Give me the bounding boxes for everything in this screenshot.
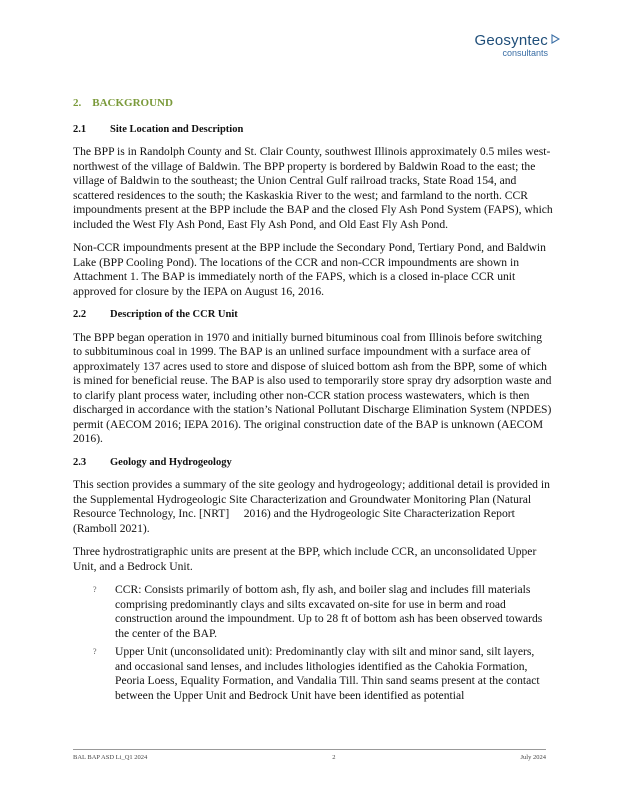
page-number: 2 <box>332 754 336 761</box>
company-name: Geosyntec <box>474 32 548 49</box>
page-footer <box>73 749 546 761</box>
company-tagline: consultants <box>502 48 548 58</box>
subsection-title: Description of the CCR Unit <box>110 309 238 320</box>
subsection-title: Geology and Hydrogeology <box>110 456 232 468</box>
subsection-heading <box>73 456 553 471</box>
section-heading: 2. BACKGROUND <box>73 97 173 109</box>
subsection-number: 2.1 <box>73 123 87 135</box>
footer-document-id: BAL BAP ASD Li_Q1 2024 <box>73 754 148 761</box>
paragraph: The BPP began operation in 1970 and initially burned bituminous coal from Illinois before switching to subbituminous coal in 1999. The BAP is an unlined surface impoundment with a surface area of approximately 137 acres used to store and dispose of sluiced bottom ash from the BPP, some of which is mined for beneficial reuse. The BAP is also used to temporarily store spray dry adsorption waste and to clarify plant process water, including other non-CCR station process wastewaters, which is then discharged in accordance with the station’s National Pollutant Discharge Elimination System (NPDES) permit (AECOM 2016; IEPA 2016). The original construction date of the BAP is unknown (AECOM 2016). <box>73 330 552 445</box>
company-logo <box>474 32 548 58</box>
list-item <box>93 645 553 703</box>
list-item <box>93 583 553 641</box>
subsection-title: Site Location and Description <box>110 123 244 135</box>
paragraph: Non-CCR impoundments present at the BPP include the Secondary Pond, Tertiary Pond, and Baldwin Lake (BPP Cooling Pond). The locations of the CCR and non-CCR impoundments are shown in Attachment 1. The BAP is immediately north of the FAPS, which is a closed in-place CCR unit approved for closure by the IEPA on August 16, 2016. <box>73 241 546 298</box>
bullet-text: CCR: Consists primarily of bottom ash, fly ash, and boiler slag and includes fill materials comprising predominantly clays and silts excavated on-site for use in berm and road construction around the impoundment. Up to 28 ft of bottom ash has been observed towards the center of the BAP. <box>115 583 543 640</box>
subsection-heading <box>73 308 553 323</box>
paragraph: The BPP is in Randolph County and St. Clair County, southwest Illinois approximately 0.5 miles west-northwest of the village of Baldwin. The BPP property is bordered by Baldwin Road to the east; the village of Baldwin to the southeast; the Union Central Gulf railroad tracks, State Road 154, and scattered residences to the south; the Kaskaskia River to the west; and farmland to the north. CCR impoundments present at the BPP include the BAP and the closed Fly Ash Pond System (FAPS), which included the West Fly Ash Pond, East Fly Ash Pond, and Old East Fly Ash Pond. <box>73 145 553 231</box>
subsection-number: 2.3 <box>73 456 87 468</box>
bullet-marker: ? <box>93 647 97 656</box>
document-body <box>73 96 553 707</box>
bullet-list <box>73 583 553 703</box>
bullet-marker: ? <box>93 585 97 594</box>
paragraph: This section provides a summary of the site geology and hydrogeology; additional detail is provided in the Supplemental Hydrogeologic Site Characterization and Groundwater Monitoring Plan (Natural Resource Technology, Inc. [NRT] 2016) and the Hydrogeologic Site Characterization Report (Ramboll 2021). <box>73 478 550 535</box>
bullet-text: Upper Unit (unconsolidated unit): Predominantly clay with silt and minor sand, silt layers, and occasional sand lenses, and includes lithologies identified as the Cahokia Formation, Peoria Loess, Equality Formation, and Vandalia Till. Thin sand seams present at the contact between the Upper Unit and Bedrock Unit have been identified as potential <box>115 645 540 702</box>
subsection-heading <box>73 123 553 138</box>
footer-date: July 2024 <box>520 754 546 761</box>
subsection-number: 2.2 <box>73 309 87 320</box>
logo-arrow-icon <box>551 34 560 44</box>
paragraph: Three hydrostratigraphic units are present at the BPP, which include CCR, an unconsolidated Upper Unit, and a Bedrock Unit. <box>73 545 537 573</box>
